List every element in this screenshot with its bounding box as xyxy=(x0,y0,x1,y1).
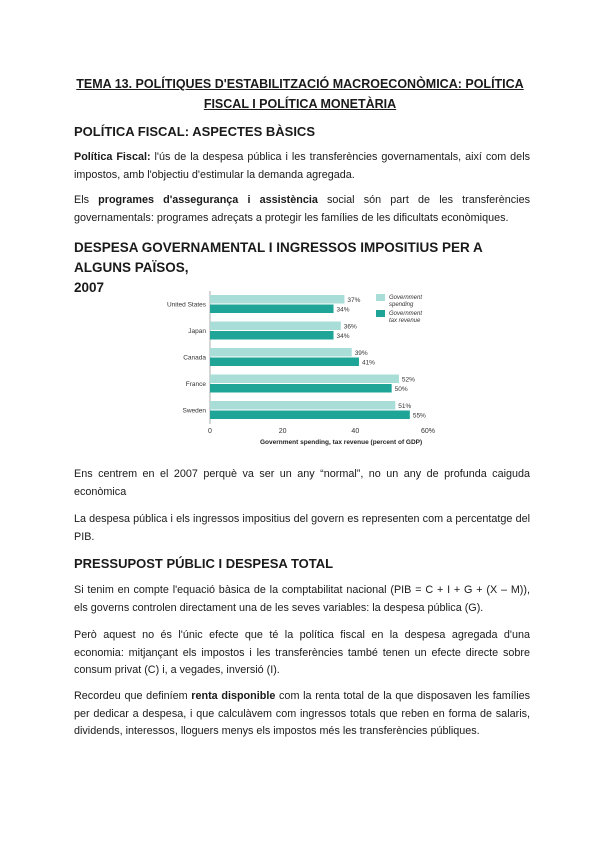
bar-1-0 xyxy=(210,305,334,314)
paragraph-percent-gdp: La despesa pública i els ingressos impositius del govern es representen com a percentatge del PIB. xyxy=(74,513,530,543)
bar-label-0-0: 37% xyxy=(347,297,361,304)
bar-label-1-4: 55% xyxy=(412,412,426,420)
bar-1-2 xyxy=(210,358,359,367)
paragraph-insurance-programs xyxy=(74,192,530,227)
category-label-2: Canada xyxy=(183,354,206,362)
bar-0-4 xyxy=(210,401,395,410)
heading-line-1: DESPESA GOVERNAMENTAL I INGRESSOS IMPOSITIUS PER A ALGUNS PAÏSOS, xyxy=(74,240,483,275)
document-title xyxy=(60,74,540,114)
paragraph-text: com la renta total de la que disposaven les famílies per dedicar a despesa, i que calculàvem com ingressos totals que reben en forma de salaris, dividends, interessos, lloguers menys els impostos més les transferències públiques. xyxy=(74,690,530,737)
paragraph-national-accounting: Si tenim en compte l'equació bàsica de la comptabilitat nacional (PIB = C + I + G + (X – M)), els governs controlen directament una de les seves variables: la despesa pública (G). xyxy=(74,584,530,614)
bar-0-3 xyxy=(210,375,399,384)
bar-0-2 xyxy=(210,348,352,357)
title-line-2: FISCAL I POLÍTICA MONETÀRIA xyxy=(203,97,397,111)
term-insurance-programs: programes d'assegurança i assistència xyxy=(98,194,318,206)
legend-swatch-0 xyxy=(376,294,385,301)
bar-label-0-3: 52% xyxy=(401,376,415,384)
title-line-1: TEMA 13. POLÍTIQUES D'ESTABILITZACIÓ MACROECONÒMICA: POLÍTICA xyxy=(76,77,524,91)
paragraph-text: social són part de les transferències governamentals: programes adreçats a protegir les famílies de les dificultats econòmiques. xyxy=(74,194,530,224)
category-label-4: Sweden xyxy=(182,407,206,415)
paragraph-year-2007: Ens centrem en el 2007 perquè va ser un any “normal”, no un any de profunda caiguda econòmica xyxy=(74,468,530,498)
bar-1-3 xyxy=(210,384,392,393)
definition-text: l'ús de la despesa pública i les transferències governamentals, així com dels impostos, amb l'objectiu d'estimular la demanda agregada. xyxy=(74,151,530,181)
bar-label-1-0: 34% xyxy=(336,306,350,314)
section-heading-fiscal-policy: POLÍTICA FISCAL: ASPECTES BÀSICS xyxy=(74,124,315,139)
bar-0-1 xyxy=(210,322,341,331)
legend-label-1-line1: Government xyxy=(389,311,423,317)
category-label-1: Japan xyxy=(188,328,206,335)
bar-0-0 xyxy=(210,295,344,304)
bar-label-0-2: 39% xyxy=(354,350,368,357)
section-heading-public-budget: PRESSUPOST PÚBLIC I DESPESA TOTAL xyxy=(74,556,334,571)
tick-label-2: 40 xyxy=(351,428,360,435)
paragraph-disposable-income xyxy=(74,688,530,741)
paragraph-prefix: Els xyxy=(74,194,99,206)
tick-label-3: 60% xyxy=(420,428,436,435)
paragraph-prefix: Recordeu que definíem xyxy=(74,690,192,702)
bar-1-4 xyxy=(210,411,410,420)
paragraph-fiscal-policy-definition xyxy=(74,149,530,184)
heading-line-2: 2007 xyxy=(74,280,105,295)
term-fiscal-policy: Política Fiscal: xyxy=(74,151,151,163)
category-label-0: United States xyxy=(166,301,206,309)
bar-1-1 xyxy=(210,331,334,340)
spending-revenue-chart xyxy=(150,288,450,448)
bar-label-1-3: 50% xyxy=(394,386,408,393)
legend-label-1-line2: tax revenue xyxy=(389,318,421,324)
tick-label-0: 0 xyxy=(208,428,212,435)
category-label-3: France xyxy=(185,381,206,388)
bar-label-0-1: 36% xyxy=(343,323,357,331)
bar-label-1-2: 41% xyxy=(361,359,375,367)
term-disposable-income: renta disponible xyxy=(191,690,276,702)
legend-label-0-line1: Government xyxy=(389,295,423,301)
legend-swatch-1 xyxy=(376,310,385,317)
tick-label-1: 20 xyxy=(278,428,287,435)
x-axis-label: Government spending, tax revenue (percent of GDP) xyxy=(260,439,423,446)
legend-label-0-line2: spending xyxy=(389,302,414,308)
bar-label-0-4: 51% xyxy=(398,403,412,410)
bar-label-1-1: 34% xyxy=(336,333,350,340)
paragraph-aggregate-spending: Però aquest no és l'únic efecte que té la política fiscal en la despesa agregada d'una economia: mitjançant els impostos i les transferències també tenen un efecte directe sobre consum privat (C) i, a vegades, inversió (I). xyxy=(74,629,530,676)
